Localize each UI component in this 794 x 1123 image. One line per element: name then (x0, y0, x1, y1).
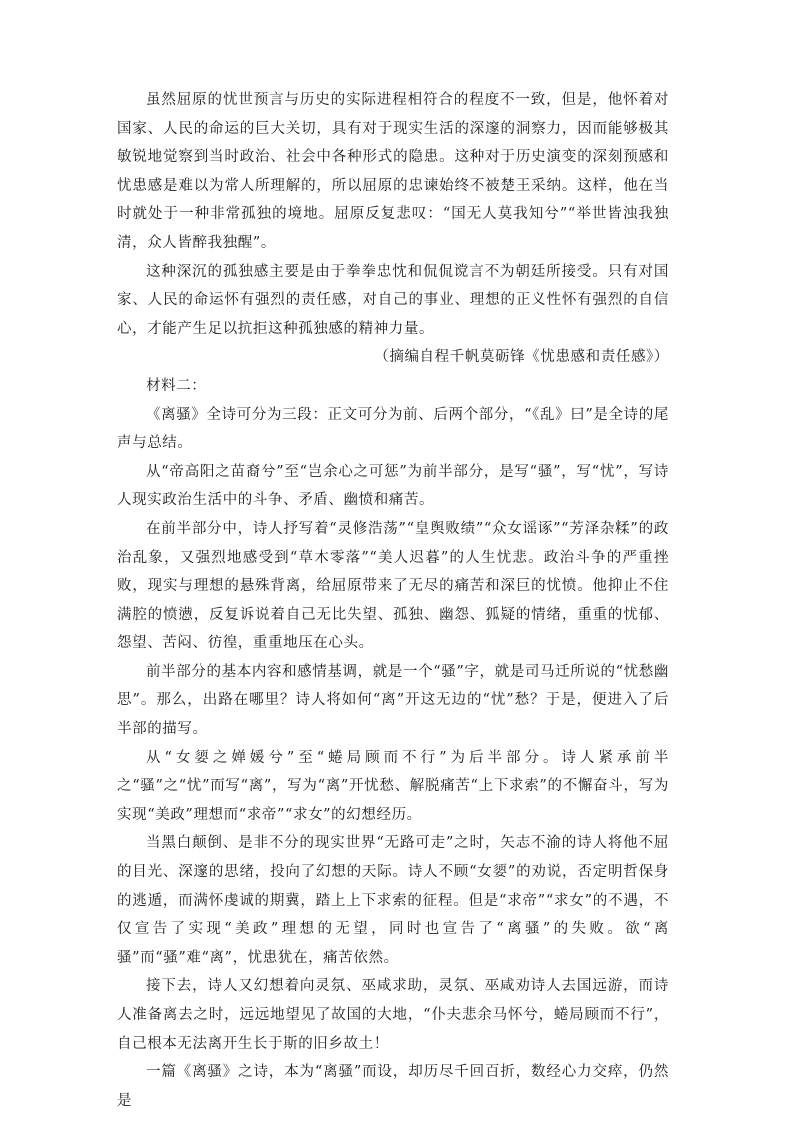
paragraph: 当黑白颠倒、是非不分的现实世界“无路可走”之时，矢志不渝的诗人将他不屈的目光、深邃的思绪，投向了幻想的天际。诗人不顾“女媭”的劝说，否定明哲保身的逃遁，而满怀虔诚的期冀，踏上上下求索的征程。但是“求帝”“求女”的不遇，不仅宣告了实现“美政”理想的无望，同时也宣告了“离骚”的失败。欲“离骚”而“骚”难“离”，忧患犹在，痛苦依然。 (117, 835, 669, 966)
source-citation: （摘编自程千帆莫砺锋《忧患感和责任感》） (374, 349, 669, 366)
paragraph: 在前半部分中，诗人抒写着“灵修浩荡”“皇舆败绩”“众女谣诼”“芳泽杂糅”的政治乱象，又强烈地感受到“草木零落”“美人迟暮”的人生忧悲。政治斗争的严重挫败，现实与理想的悬殊背离，给屈原带来了无尽的痛苦和深巨的忧愤。他抑止不住满腔的愤懑，反复诉说着自己无比失望、孤独、幽怨、狐疑的情绪，重重的忧郁、怨望、苦闷、彷徨，重重地压在心头。 (117, 520, 669, 652)
paragraph: 虽然屈原的忧世预言与历史的实际进程相符合的程度不一致，但是，他怀着对国家、人民的命运的巨大关切，具有对于现实生活的深邃的洞察力，因而能够极其敏锐地觉察到当时政治、社会中各种形式的隐患。这种对于历史演变的深刻预感和忧患感是难以为常人所理解的，所以屈原的忠谏始终不被楚王采纳。这样，他在当时就处于一种非常孤独的境地。屈原反复悲叹：“国无人莫我知兮”“举世皆浊我独清，众人皆醉我独醒”。 (117, 92, 669, 251)
material-label: 材料二： (146, 377, 207, 394)
paragraph: 接下去，诗人又幻想着向灵氛、巫咸求助，灵氛、巫咸劝诗人去国远游，而诗人准备离去之时，远远地望见了故国的大地，“仆夫悲余马怀兮，蜷局顾而不行”，自己根本无法离开生长于斯的旧乡故土！ (117, 978, 669, 1052)
paragraph: 一篇《离骚》之诗，本为“离骚”而设，却历尽千回百折，数经心力交瘁，仍然是 (117, 1064, 669, 1109)
paragraph: 这种深沉的孤独感主要是由于拳拳忠忱和侃侃谠言不为朝廷所接受。只有对国家、人民的命运怀有强烈的责任感，对自己的事业、理想的正义性怀有强烈的自信心，才能产生足以抗拒这种孤独感的精神力量。 (117, 263, 669, 337)
paragraph: 《离骚》全诗可分为三段：正文可分为前、后两个部分，“《乱》曰”是全诗的尾声与总结。 (117, 406, 669, 452)
document-body (117, 86, 669, 1115)
paragraph: 从“帝高阳之苗裔兮”至“岂余心之可惩”为前半部分，是写“骚”，写“忧”，写诗人现实政治生活中的斗争、矛盾、幽愤和痛苦。 (117, 463, 669, 509)
paragraph: 前半部分的基本内容和感情基调，就是一个“骚”字，就是司马迁所说的“忧愁幽思”。那么，出路在哪里？诗人将如何“离”开这无边的“忧”愁？于是，便进入了后半部的描写。 (117, 663, 669, 738)
paragraph: 从“女媭之婵媛兮”至“蜷局顾而不行”为后半部分。诗人紧承前半之“骚”之“忧”而写“离”，写为“离”开忧愁、解脱痛苦“上下求索”的不懈奋斗，写为实现“美政”理想而“求帝”“求女”的幻想经历。 (117, 749, 669, 823)
